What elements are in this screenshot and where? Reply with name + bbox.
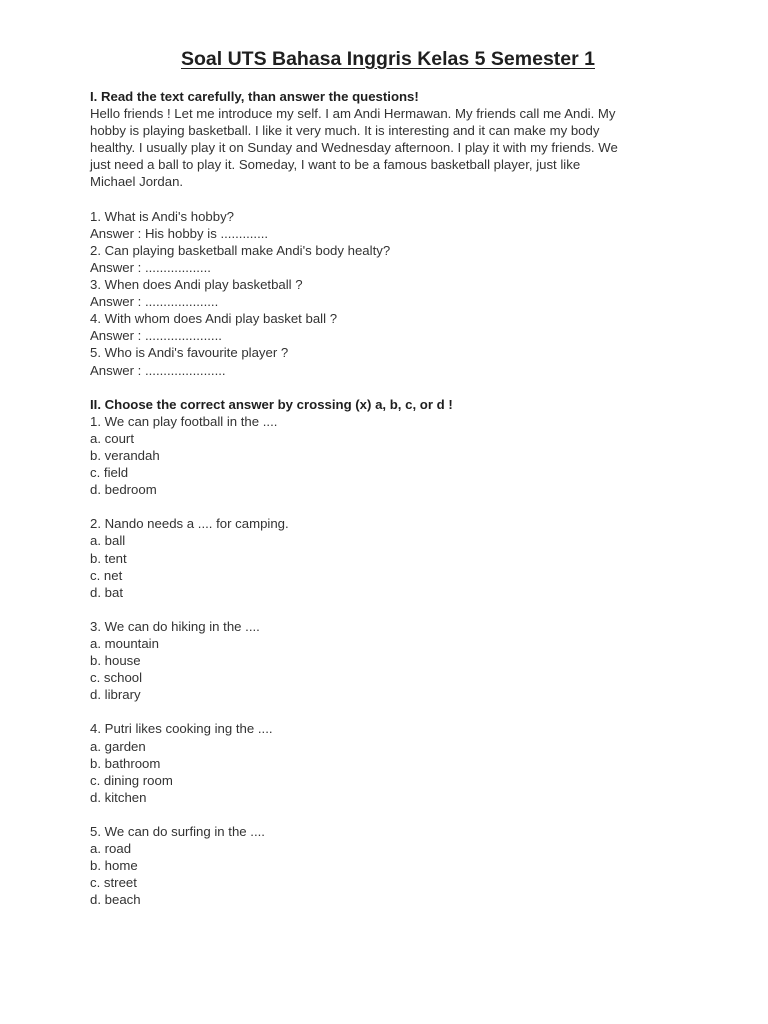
answer-option: d. beach — [90, 892, 141, 908]
answer-option: b. tent — [90, 550, 127, 566]
mc-question — [90, 823, 710, 908]
answer-option: b. verandah — [90, 447, 160, 463]
question-stem: 3. We can do hiking in the .... — [90, 618, 260, 634]
passage-line: healthy. I usually play it on Sunday and Wednesday afternoon. I play it with my friends. We — [90, 140, 618, 156]
essay-questions — [90, 208, 710, 379]
answer-option: a. garden — [90, 738, 146, 754]
answer-option: c. net — [90, 567, 123, 583]
mc-question — [90, 515, 710, 600]
answer-option: d. bat — [90, 584, 123, 600]
answer-line: Answer : .................... — [90, 294, 219, 310]
question-stem: 2. Nando needs a .... for camping. — [90, 516, 289, 532]
section-2 — [90, 396, 710, 909]
answer-option: a. court — [90, 430, 134, 446]
answer-option: b. bathroom — [90, 755, 161, 771]
answer-line: Answer : His hobby is ............. — [90, 225, 269, 241]
answer-option: c. school — [90, 670, 143, 686]
answer-option: c. field — [90, 465, 129, 481]
answer-line: Answer : .................. — [90, 259, 211, 275]
question-stem: 1. We can play football in the .... — [90, 413, 278, 429]
answer-option: a. mountain — [90, 636, 159, 651]
passage-line: Hello friends ! Let me introduce my self. I am Andi Hermawan. My friends call me Andi. My — [90, 106, 616, 122]
reading-passage — [90, 105, 710, 190]
question-text: 3. When does Andi play basketball ? — [90, 277, 303, 293]
question-text: 5. Who is Andi's favourite player ? — [90, 345, 289, 361]
answer-option: a. ball — [90, 533, 126, 549]
section-1 — [90, 88, 710, 379]
question-stem: 4. Putri likes cooking ing the .... — [90, 721, 273, 737]
section-2-heading: II. Choose the correct answer by crossing (x) a, b, c, or d ! — [90, 396, 453, 412]
answer-line: Answer : ..................... — [90, 328, 222, 344]
passage-line: hobby is playing basketball. I like it very much. It is interesting and it can make my body — [90, 123, 600, 139]
answer-option: b. home — [90, 858, 138, 874]
answer-option: c. street — [90, 875, 137, 891]
answer-option: d. kitchen — [90, 789, 147, 805]
question-text: 2. Can playing basketball make Andi's body healty? — [90, 242, 391, 258]
question-text: 1. What is Andi's hobby? — [90, 208, 234, 224]
answer-option: d. bedroom — [90, 482, 157, 498]
answer-option: c. dining room — [90, 772, 173, 788]
question-text: 4. With whom does Andi play basket ball ? — [90, 311, 338, 327]
document-title: Soal UTS Bahasa Inggris Kelas 5 Semester 1 — [180, 48, 595, 70]
answer-option: b. house — [90, 653, 141, 669]
section-1-heading: I. Read the text carefully, than answer the questions! — [90, 89, 419, 104]
answer-option: d. library — [90, 687, 141, 703]
answer-option: a. road — [90, 841, 132, 857]
question-stem: 5. We can do surfing in the .... — [90, 824, 265, 840]
answer-line: Answer : ...................... — [90, 362, 226, 378]
mc-question — [90, 618, 710, 703]
passage-line: Michael Jordan. — [90, 174, 184, 190]
mc-question — [90, 720, 710, 805]
passage-line: just need a ball to play it. Someday, I want to be a famous basketball player, just like — [90, 157, 581, 173]
document-page — [90, 44, 710, 909]
mc-question — [90, 413, 710, 498]
